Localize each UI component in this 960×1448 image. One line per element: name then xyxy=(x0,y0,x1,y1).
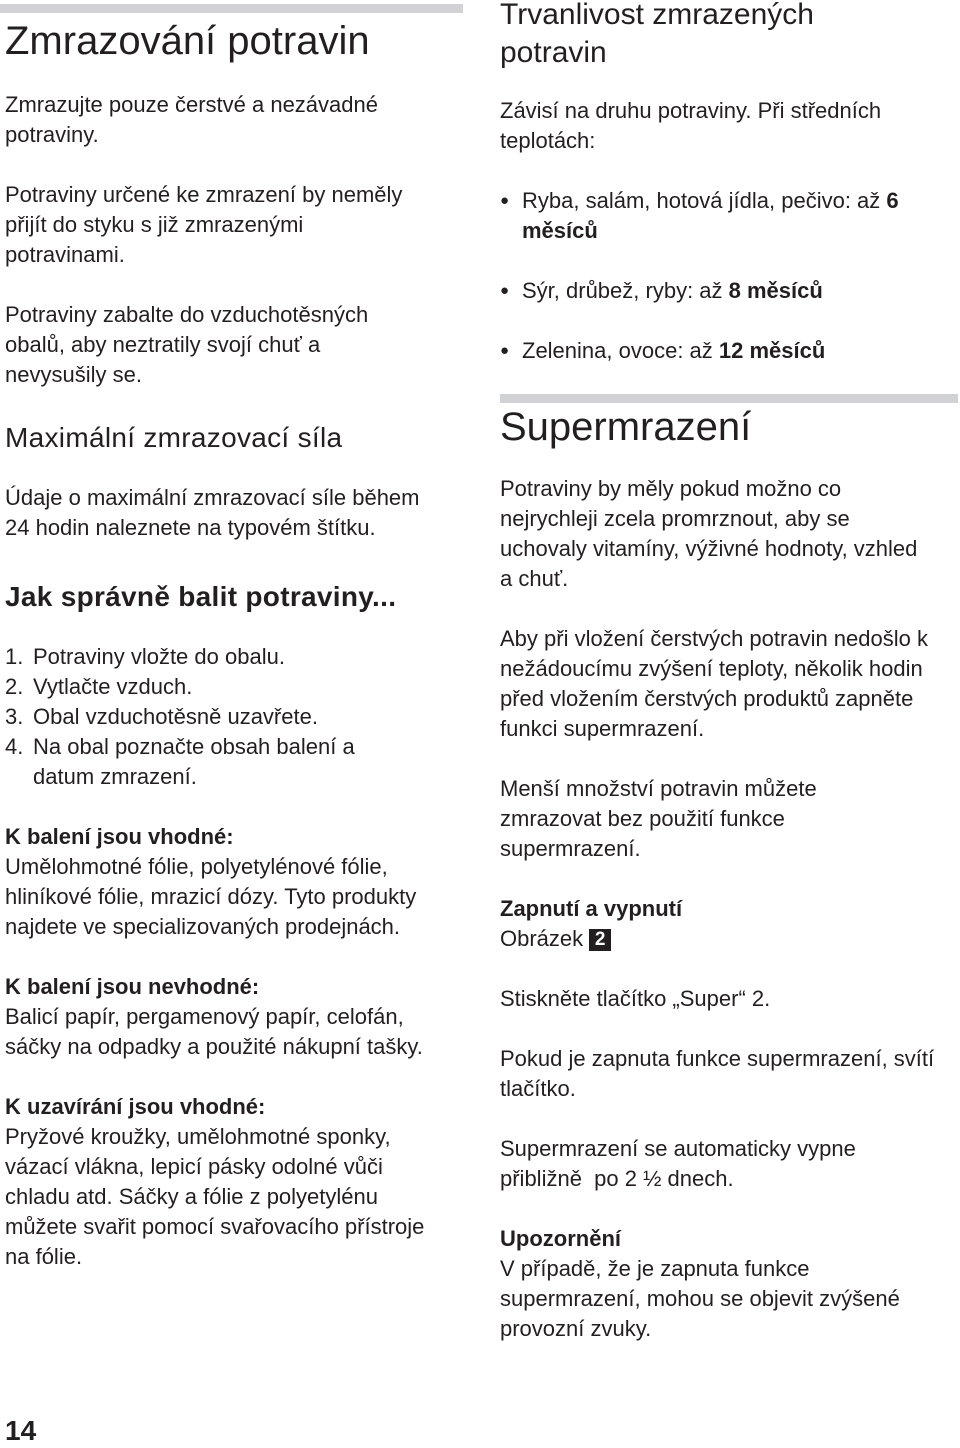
paragraph-auto-off: Supermrazení se automaticky vypne přibližně po 2 ½ dnech. xyxy=(500,1136,862,1191)
paragraph-shelf-life: Závisí na druhu potraviny. Při středních teplotách: xyxy=(500,98,882,153)
paragraph-super-3: Menší množství potravin můžete zmrazovat bez použití funkce supermrazení. xyxy=(500,776,817,861)
paragraph-fresh-only: Zmrazujte pouze čerstvé a nezávadné potraviny. xyxy=(5,92,378,147)
heading-max-freezing: Maximální zmrazovací síla xyxy=(5,422,343,453)
paragraph-no-contact: Potraviny určené ke zmrazení by neměly přijít do styku s již zmrazenými potravinami. xyxy=(5,182,403,267)
paragraph-super-1: Potraviny by měly pokud možno co nejrychleji zcela promrznout, aby se uchovaly vitamíny, výživné hodnoty, vzhled a chuť. xyxy=(500,476,918,591)
right-column xyxy=(500,0,955,1344)
list-item: 3. Obal vzduchotěsně uzavřete. xyxy=(5,704,318,729)
paragraph-unsuitable-packing: Balicí papír, pergamenový papír, celofán, sáčky na odpadky a použité nákupní tašky. xyxy=(5,1004,423,1059)
heading-shelf-life: Trvanlivost zmrazených potravin xyxy=(500,0,814,69)
shelf-life-list xyxy=(500,186,955,366)
paragraph-max-freezing: Údaje o maximální zmrazovací síle během 24 hodin naleznete na typovém štítku. xyxy=(5,485,420,540)
bullet-icon: ● xyxy=(500,282,510,299)
paragraph-suitable-closing: Pryžové kroužky, umělohmotné sponky, vázací vlákna, lepicí pásky odolné vůči chladu atd. Sáčky a fólie z polyetylénu můžete svařit pomocí svařovacího přístroje na fólie. xyxy=(5,1124,425,1269)
paragraph-suitable-packing: Umělohmotné fólie, polyetylénové fólie, hliníkové fólie, mrazicí dózy. Tyto produkty najdete ve specializovaných prodejnách. xyxy=(5,854,417,939)
list-item: 1. Potraviny vložte do obalu. xyxy=(5,644,285,669)
heading-suitable-packing: K balení jsou vhodné: xyxy=(5,824,234,849)
page-number: 14 xyxy=(5,1415,37,1446)
paragraph-warning: V případě, že je zapnuta funkce supermrazení, mohou se objevit zvýšené provozní zvuky. xyxy=(500,1256,900,1341)
page-title: Zmrazování potravin xyxy=(5,19,370,63)
section-rule xyxy=(500,394,958,403)
list-item: ● Sýr, drůbež, ryby: až 8 měsíců xyxy=(500,276,955,306)
list-item: ● Ryba, salám, hotová jídla, pečivo: až 6 měsíců xyxy=(500,188,899,243)
bullet-icon: ● xyxy=(500,342,510,359)
list-item: ● Zelenina, ovoce: až 12 měsíců xyxy=(500,336,955,366)
bullet-icon: ● xyxy=(500,192,510,209)
figure-number-badge: 2 xyxy=(589,929,611,951)
section-rule xyxy=(0,4,463,13)
heading-how-to-pack: Jak správně balit potraviny... xyxy=(5,581,397,612)
list-item: 4. Na obal poznačte obsah balení a datum zmrazení. xyxy=(5,734,355,789)
heading-unsuitable-packing: K balení jsou nevhodné: xyxy=(5,974,260,999)
heading-suitable-closing: K uzavírání jsou vhodné: xyxy=(5,1094,266,1119)
paragraph-press-button: Stiskněte tlačítko „Super“ 2. xyxy=(500,986,771,1011)
paragraph-super-2: Aby při vložení čerstvých potravin nedošlo k nežádoucímu zvýšení teploty, několik hodin před vložením čerstvých produktů zapněte funkci supermrazení. xyxy=(500,626,928,741)
heading-on-off: Zapnutí a vypnutí xyxy=(500,896,683,921)
heading-supermrazeni: Supermrazení xyxy=(500,405,752,449)
figure-reference: Obrázek 2 xyxy=(500,924,955,954)
left-column xyxy=(5,0,465,1272)
list-item: 2. Vytlačte vzduch. xyxy=(5,674,193,699)
heading-warning: Upozornění xyxy=(500,1226,621,1251)
packing-steps xyxy=(5,642,465,792)
paragraph-airtight: Potraviny zabalte do vzduchotěsných obalů, aby neztratily svojí chuť a nevysušily se. xyxy=(5,302,369,387)
paragraph-button-lit: Pokud je zapnuta funkce supermrazení, svítí tlačítko. xyxy=(500,1046,935,1101)
